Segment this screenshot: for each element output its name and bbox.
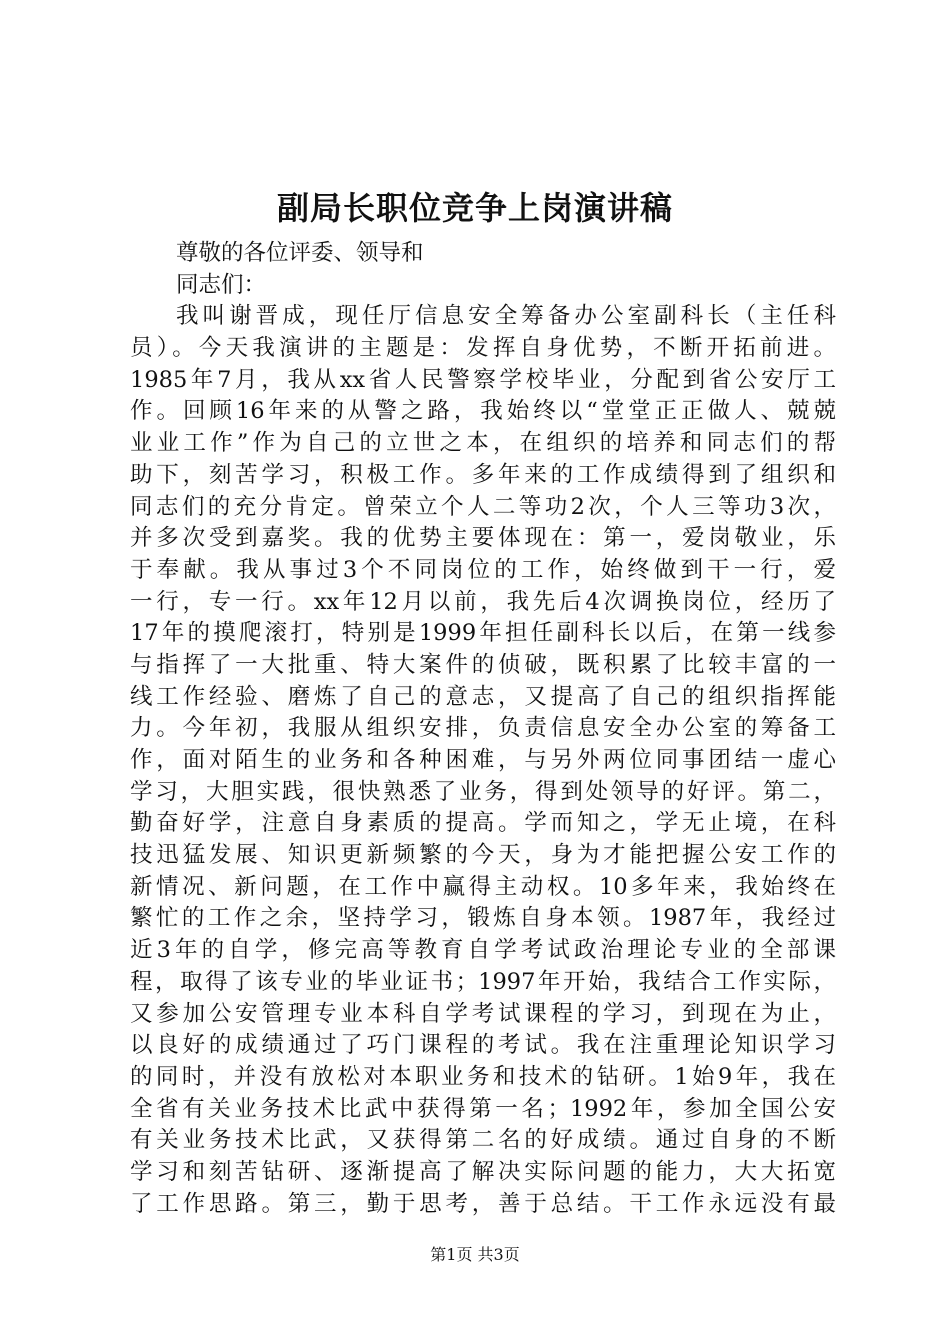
text-line: 学习和刻苦钻研、逐渐提高了解决实际问题的能力，大大拓宽 xyxy=(130,1158,836,1185)
text-line: 于奉献。我从事过3个不同岗位的工作，始终做到干一行，爱 xyxy=(130,556,836,583)
page-title: 副局长职位竞争上岗演讲稿 xyxy=(276,189,673,227)
text-line: 全省有关业务技术比武中获得第一名；1992年，参加全国公安 xyxy=(130,1095,836,1122)
text-line: 一行，专一行。xx年12月以前，我先后4次调换岗位，经历了 xyxy=(130,588,836,615)
text-line: 又参加公安管理专业本科自学考试课程的学习，到现在为止， xyxy=(130,1000,836,1027)
text-line: 我叫谢晋成，现任厅信息安全筹备办公室副科长（主任科 xyxy=(176,303,836,330)
text-line: 业业工作”作为自己的立世之本，在组织的培养和同志们的帮 xyxy=(130,430,836,457)
text-line: 与指挥了一大批重、特大案件的侦破，既积累了比较丰富的一 xyxy=(130,651,836,678)
text-line: 学习，大胆实践，很快熟悉了业务，得到处领导的好评。第二， xyxy=(130,778,836,805)
text-line: 并多次受到嘉奖。我的优势主要体现在：第一，爱岗敬业，乐 xyxy=(130,525,836,552)
salutation-line: 同志们： xyxy=(176,271,267,298)
text-line: 繁忙的工作之余，坚持学习，锻炼自身本领。1987年，我经过 xyxy=(130,905,836,932)
text-line: 程，取得了该专业的毕业证书；1997年开始，我结合工作实际， xyxy=(130,968,836,995)
speech-body xyxy=(130,238,836,1220)
text-line: 以良好的成绩通过了巧门课程的考试。我在注重理论知识学习 xyxy=(130,1032,836,1059)
text-line: 力。今年初，我服从组织安排，负责信息安全办公室的筹备工 xyxy=(130,715,836,742)
text-line: 同志们的充分肯定。曾荣立个人二等功2次，个人三等功3次， xyxy=(130,493,836,520)
text-line: 员）。今天我演讲的主题是：发挥自身优势，不断开拓前进。 xyxy=(130,335,836,362)
text-line: 1985年7月，我从xx省人民警察学校毕业，分配到省公安厅工 xyxy=(130,366,836,393)
text-line: 勤奋好学，注意自身素质的提高。学而知之，学无止境，在科 xyxy=(130,810,836,837)
salutation-line: 尊敬的各位评委、领导和 xyxy=(176,240,424,266)
text-line: 有关业务技术比武，又获得第二名的好成绩。通过自身的不断 xyxy=(130,1127,836,1154)
text-line: 技迅猛发展、知识更新频繁的今天，身为才能把握公安工作的 xyxy=(130,842,836,869)
text-line: 近3年的自学，修完高等教育自学考试政治理论专业的全部课 xyxy=(130,937,836,964)
text-line: 作，面对陌生的业务和各种困难，与另外两位同事团结一虚心 xyxy=(130,747,836,773)
text-line: 的同时，并没有放松对本职业务和技术的钻研。1始9年，我在 xyxy=(130,1063,836,1090)
page-number: 第1页 共3页 xyxy=(430,1245,520,1264)
text-line: 新情况、新问题，在工作中赢得主动权。10多年来，我始终在 xyxy=(130,873,836,900)
text-line: 助下，刻苦学习，积极工作。多年来的工作成绩得到了组织和 xyxy=(130,461,836,488)
text-line: 线工作经验、磨炼了自己的意志，又提高了自己的组织指挥能 xyxy=(130,683,836,710)
text-line: 17年的摸爬滚打，特别是1999年担任副科长以后，在第一线参 xyxy=(130,620,836,647)
text-line: 作。回顾16年来的从警之路，我始终以“堂堂正正做人、兢兢 xyxy=(130,398,836,425)
text-line: 了工作思路。第三，勤于思考，善于总结。干工作永远没有最 xyxy=(130,1190,836,1217)
